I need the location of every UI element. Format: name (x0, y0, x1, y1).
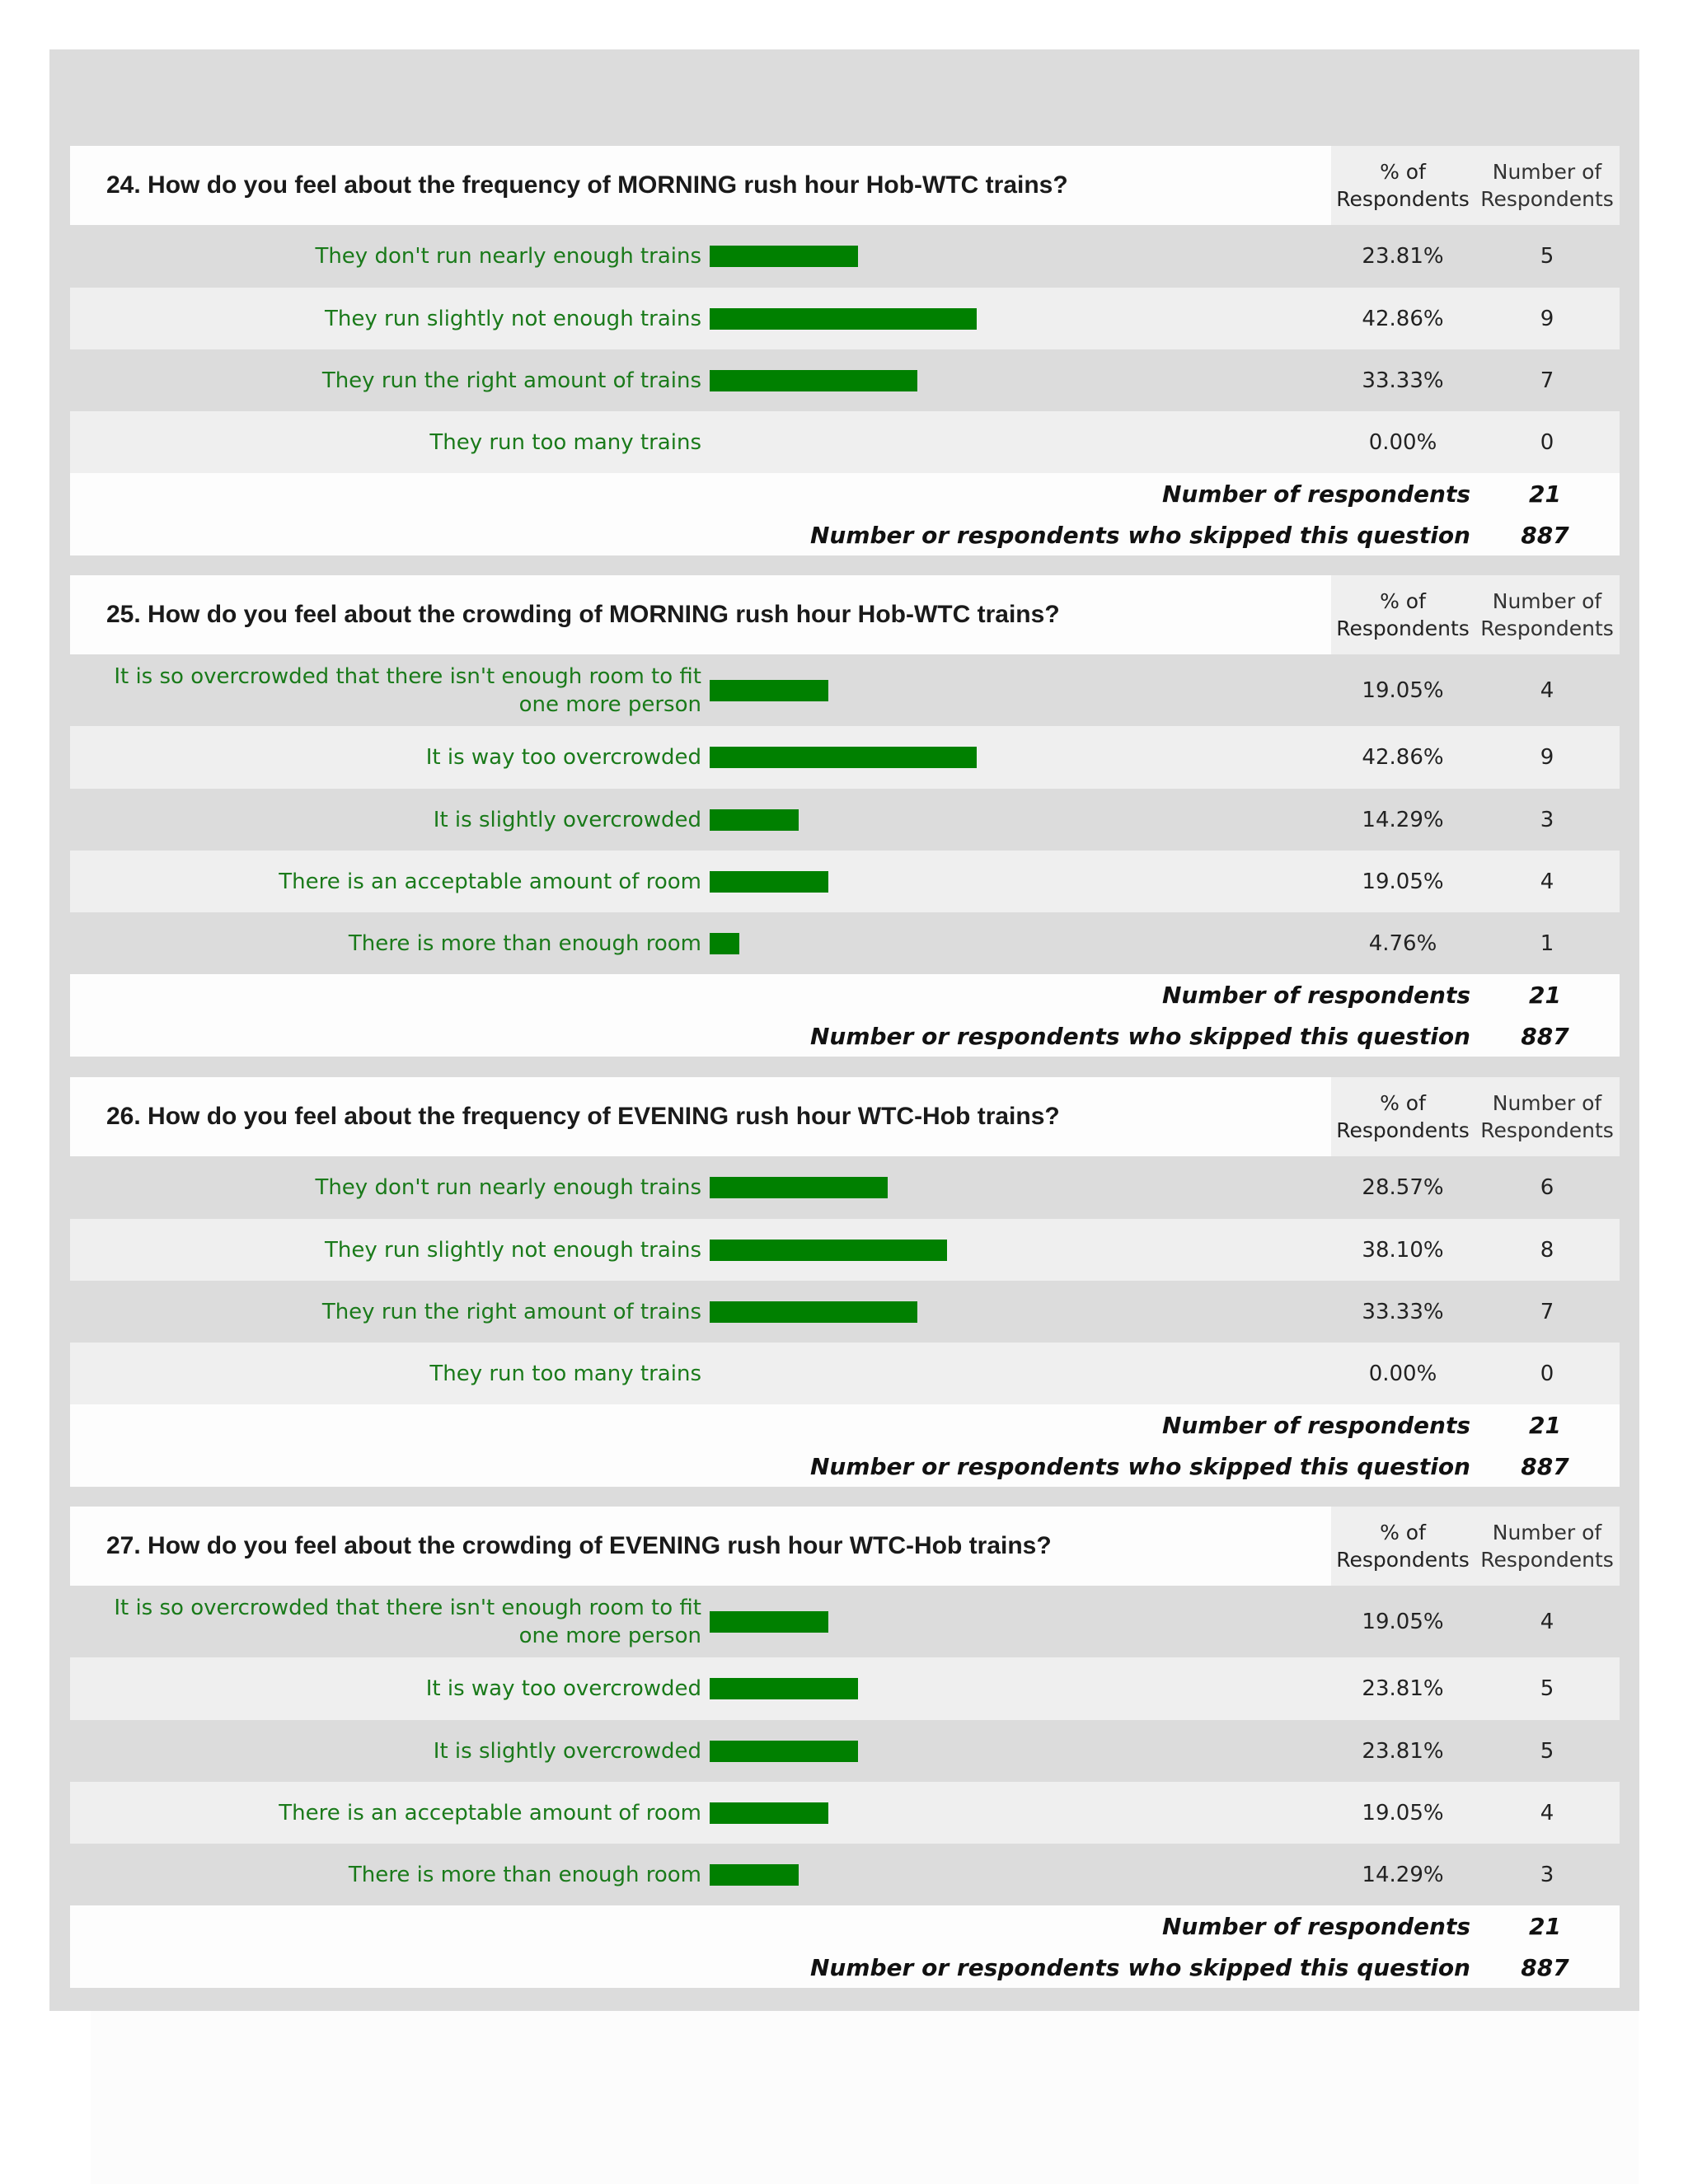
count-column-header: Number of Respondents (1475, 146, 1620, 225)
answer-row (70, 654, 1620, 726)
respondents-label: Number of respondents (1162, 480, 1470, 508)
response-bar (710, 1678, 858, 1699)
answer-label: It is so overcrowded that there isn't enough room to fit one more person (114, 663, 701, 717)
response-bar (710, 1802, 828, 1824)
answer-row (70, 1156, 1620, 1219)
answer-percent: 28.57% (1362, 1175, 1444, 1200)
answer-count: 3 (1540, 807, 1554, 832)
answer-row (70, 912, 1620, 974)
answer-count: 7 (1540, 1299, 1554, 1324)
answer-count: 4 (1540, 677, 1554, 703)
question-summary (70, 974, 1620, 1057)
answer-row (70, 789, 1620, 851)
question-title: 26. How do you feel about the frequency of EVENING rush hour WTC-Hob trains? (70, 1077, 1331, 1156)
question-block (70, 1507, 1620, 1988)
answer-percent: 42.86% (1362, 745, 1444, 770)
answer-count: 8 (1540, 1237, 1554, 1263)
answer-label: They don't run nearly enough trains (315, 1175, 701, 1200)
answer-label: There is an acceptable amount of room (279, 1800, 701, 1825)
answer-count: 7 (1540, 368, 1554, 393)
count-column-header: Number of Respondents (1475, 1077, 1620, 1156)
response-bar (710, 1741, 858, 1762)
answer-label: They don't run nearly enough trains (315, 244, 701, 269)
percent-column-header: % of Respondents (1331, 1507, 1475, 1586)
answer-label: They run too many trains (429, 429, 701, 455)
response-bar (710, 747, 977, 768)
response-bar (710, 1240, 947, 1261)
answer-row (70, 1281, 1620, 1343)
answer-percent: 14.29% (1362, 807, 1444, 832)
respondents-value: 21 (1529, 981, 1561, 1009)
answer-label: There is an acceptable amount of room (279, 869, 701, 894)
response-bar (710, 809, 799, 831)
respondents-value: 21 (1529, 1912, 1561, 1940)
question-header (70, 146, 1620, 225)
answer-label: They run the right amount of trains (321, 1299, 701, 1324)
question-summary (70, 473, 1620, 555)
answer-label: They run slightly not enough trains (325, 1237, 701, 1263)
answer-percent: 14.29% (1362, 1862, 1444, 1887)
count-column-header: Number of Respondents (1475, 575, 1620, 654)
answer-count: 9 (1540, 745, 1554, 770)
question-summary (70, 1905, 1620, 1988)
answer-count: 3 (1540, 1862, 1554, 1887)
skipped-label: Number or respondents who skipped this question (809, 521, 1470, 549)
answer-label: It is slightly overcrowded (433, 807, 701, 832)
answer-percent: 0.00% (1368, 429, 1437, 455)
answer-row (70, 1343, 1620, 1404)
skipped-label: Number or respondents who skipped this question (809, 1953, 1470, 1981)
respondents-label: Number of respondents (1162, 1912, 1470, 1940)
question-title: 27. How do you feel about the crowding of EVENING rush hour WTC-Hob trains? (70, 1507, 1331, 1586)
answer-row (70, 851, 1620, 912)
answer-count: 5 (1540, 244, 1554, 269)
percent-column-header: % of Respondents (1331, 1077, 1475, 1156)
answer-label: They run slightly not enough trains (325, 306, 701, 331)
answer-count: 9 (1540, 306, 1554, 331)
response-bar (710, 933, 739, 954)
answer-count: 4 (1540, 1609, 1554, 1634)
answer-count: 0 (1540, 1361, 1554, 1386)
response-bar (710, 871, 828, 893)
page-footer-area (91, 2011, 1639, 2184)
answer-percent: 19.05% (1362, 1800, 1444, 1825)
skipped-value: 887 (1521, 1953, 1569, 1981)
answer-percent: 19.05% (1362, 677, 1444, 703)
answer-row (70, 1219, 1620, 1281)
answer-row (70, 726, 1620, 789)
question-block (70, 575, 1620, 1057)
survey-results-panel (49, 49, 1639, 2011)
answer-label: It is way too overcrowded (425, 745, 701, 770)
answer-label: There is more than enough room (348, 930, 701, 956)
answer-row (70, 1586, 1620, 1657)
answer-row (70, 1782, 1620, 1844)
skipped-label: Number or respondents who skipped this question (809, 1452, 1470, 1480)
answer-count: 4 (1540, 869, 1554, 894)
respondents-value: 21 (1529, 480, 1561, 508)
response-bar (710, 246, 858, 267)
response-bar (710, 308, 977, 330)
respondents-label: Number of respondents (1162, 981, 1470, 1009)
question-block (70, 146, 1620, 555)
answer-count: 5 (1540, 1676, 1554, 1701)
answer-label: It is way too overcrowded (425, 1676, 701, 1701)
skipped-value: 887 (1521, 521, 1569, 549)
answer-row (70, 349, 1620, 411)
percent-column-header: % of Respondents (1331, 146, 1475, 225)
response-bar (710, 1301, 917, 1323)
answer-row (70, 225, 1620, 288)
question-title: 24. How do you feel about the frequency of MORNING rush hour Hob-WTC trains? (70, 146, 1331, 225)
respondents-value: 21 (1529, 1411, 1561, 1439)
answer-row (70, 1657, 1620, 1720)
answer-percent: 23.81% (1362, 1676, 1444, 1701)
answer-percent: 42.86% (1362, 306, 1444, 331)
answer-percent: 38.10% (1362, 1237, 1444, 1263)
response-bar (710, 680, 828, 701)
respondents-label: Number of respondents (1162, 1411, 1470, 1439)
answer-percent: 33.33% (1362, 1299, 1444, 1324)
skipped-label: Number or respondents who skipped this question (809, 1022, 1470, 1050)
answer-count: 5 (1540, 1738, 1554, 1764)
question-title: 25. How do you feel about the crowding of MORNING rush hour Hob-WTC trains? (70, 575, 1331, 654)
question-header (70, 1077, 1620, 1156)
answer-label: They run too many trains (429, 1361, 701, 1386)
answer-count: 4 (1540, 1800, 1554, 1825)
response-bar (710, 1864, 799, 1886)
answer-count: 0 (1540, 429, 1554, 455)
skipped-value: 887 (1521, 1452, 1569, 1480)
answer-percent: 4.76% (1368, 930, 1437, 956)
answer-percent: 19.05% (1362, 869, 1444, 894)
answer-label: It is slightly overcrowded (433, 1738, 701, 1764)
answer-label: There is more than enough room (348, 1862, 701, 1887)
response-bar (710, 1177, 888, 1198)
answer-row (70, 1844, 1620, 1905)
answer-row (70, 1720, 1620, 1782)
skipped-value: 887 (1521, 1022, 1569, 1050)
percent-column-header: % of Respondents (1331, 575, 1475, 654)
answer-label: It is so overcrowded that there isn't enough room to fit one more person (114, 1595, 701, 1648)
response-bar (710, 370, 917, 391)
answer-row (70, 411, 1620, 473)
question-header (70, 1507, 1620, 1586)
question-summary (70, 1404, 1620, 1487)
question-block (70, 1077, 1620, 1487)
answer-label: They run the right amount of trains (321, 368, 701, 393)
answer-percent: 33.33% (1362, 368, 1444, 393)
answer-row (70, 288, 1620, 349)
question-header (70, 575, 1620, 654)
answer-percent: 0.00% (1368, 1361, 1437, 1386)
count-column-header: Number of Respondents (1475, 1507, 1620, 1586)
answer-count: 6 (1540, 1175, 1554, 1200)
response-bar (710, 1611, 828, 1633)
answer-percent: 23.81% (1362, 244, 1444, 269)
answer-percent: 23.81% (1362, 1738, 1444, 1764)
answer-count: 1 (1540, 930, 1554, 956)
answer-percent: 19.05% (1362, 1609, 1444, 1634)
